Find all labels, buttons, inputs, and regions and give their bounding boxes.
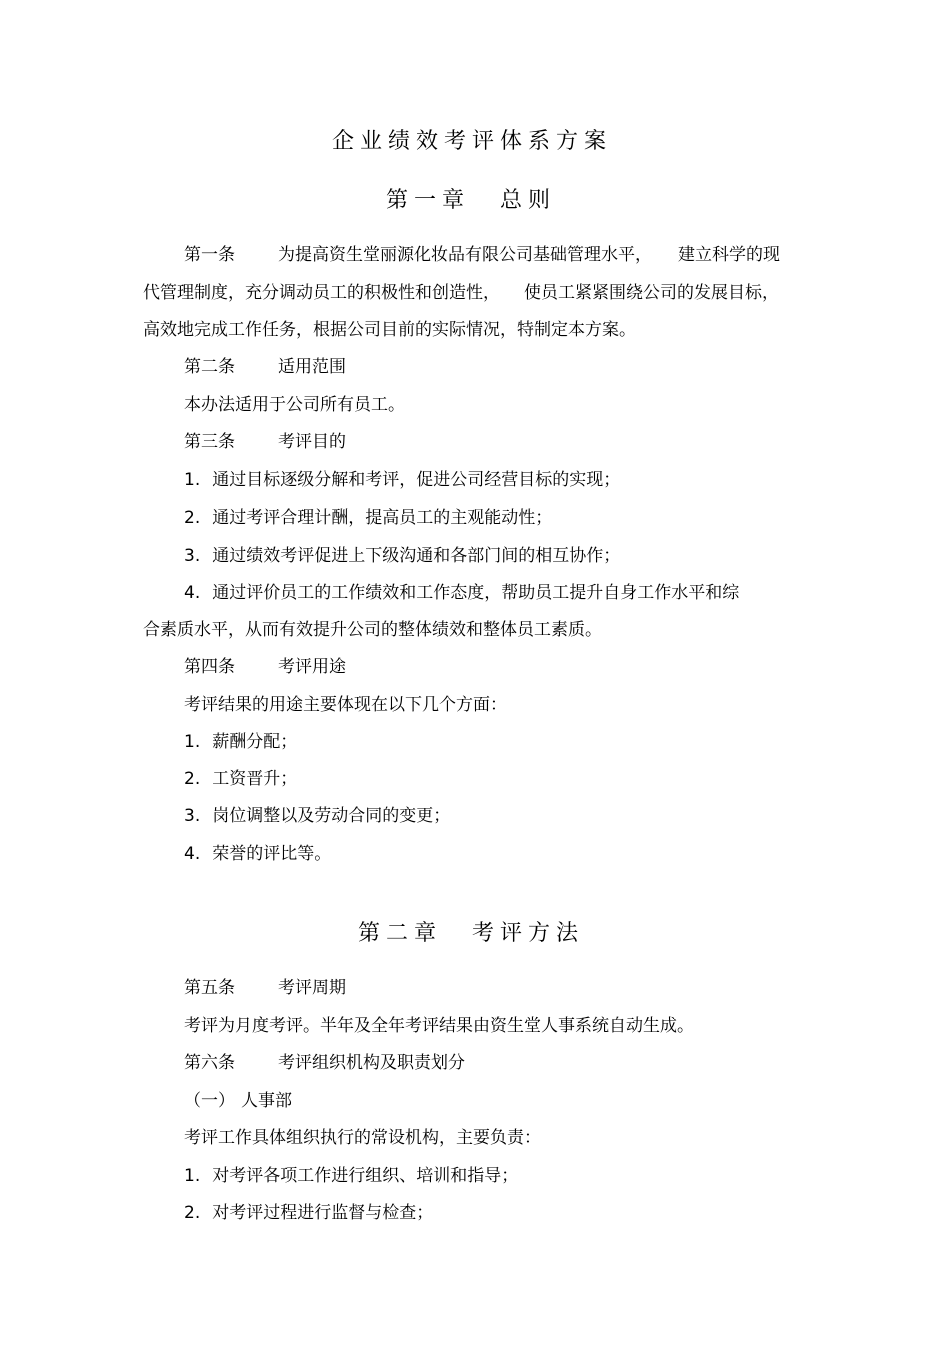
list-item-number: 4. xyxy=(184,583,201,603)
section-name: 人事部 xyxy=(241,1091,292,1111)
list-item-number: 3. xyxy=(184,806,201,826)
chapter-1-heading xyxy=(386,188,556,214)
list-item-number: 2. xyxy=(184,769,201,789)
article-6-label: 第六条 xyxy=(184,1053,235,1073)
list-item xyxy=(184,769,297,789)
list-item-text: 工资晋升； xyxy=(212,769,298,789)
list-item-text: 薪酬分配； xyxy=(212,732,298,752)
list-item xyxy=(184,583,739,603)
list-item-text: 通过考评合理计酬，提高员工的主观能动性； xyxy=(212,508,553,528)
article-1-text: 建立科学的现 xyxy=(678,245,780,265)
list-item-number: 4. xyxy=(184,844,201,864)
list-item xyxy=(184,732,297,752)
list-item-number: 2. xyxy=(184,1203,201,1223)
article-3-name: 考评目的 xyxy=(278,432,346,452)
article-1-text: 代管理制度，充分调动员工的积极性和创造性， xyxy=(143,283,500,303)
article-5-body: 考评为月度考评。半年及全年考评结果由资生堂人事系统自动生成。 xyxy=(184,1016,694,1036)
article-4-intro: 考评结果的用途主要体现在以下几个方面： xyxy=(184,695,507,715)
section-intro: 考评工作具体组织执行的常设机构，主要负责： xyxy=(184,1128,541,1148)
article-2-heading xyxy=(184,357,346,377)
article-3-label: 第三条 xyxy=(184,432,235,452)
list-item-text: 荣誉的评比等。 xyxy=(212,844,332,864)
article-6-heading xyxy=(184,1053,465,1073)
article-5-heading xyxy=(184,978,346,998)
article-1-line-2 xyxy=(143,283,779,303)
chapter-2-heading xyxy=(358,921,584,947)
article-2-body: 本办法适用于公司所有员工。 xyxy=(184,395,405,415)
list-item-number: 1. xyxy=(184,1166,201,1186)
list-item-number: 1. xyxy=(184,470,201,490)
list-item xyxy=(184,806,450,826)
list-item-text: 通过评价员工的工作绩效和工作态度，帮助员工提升自身工作水平和综 xyxy=(212,583,740,603)
list-item xyxy=(184,1203,433,1223)
article-1-line-1 xyxy=(184,245,780,265)
section-heading xyxy=(184,1091,292,1111)
list-item xyxy=(184,546,620,566)
list-item-number: 3. xyxy=(184,546,201,566)
list-item-text: 对考评过程进行监督与检查； xyxy=(212,1203,434,1223)
article-5-label: 第五条 xyxy=(184,978,235,998)
article-5-name: 考评周期 xyxy=(278,978,346,998)
article-2-name: 适用范围 xyxy=(278,357,346,377)
article-1-text: 为提高资生堂丽源化妆品有限公司基础管理水平， xyxy=(278,245,652,265)
article-4-heading xyxy=(184,657,346,677)
list-item-number: 1. xyxy=(184,732,201,752)
list-item-text: 通过绩效考评促进上下级沟通和各部门间的相互协作； xyxy=(212,546,621,566)
article-4-name: 考评用途 xyxy=(278,657,346,677)
list-item xyxy=(184,508,552,528)
chapter-2-name: 考评方法 xyxy=(472,921,585,946)
article-6-name: 考评组织机构及职责划分 xyxy=(278,1053,465,1073)
article-1-line-3: 高效地完成工作任务，根据公司目前的实际情况，特制定本方案。 xyxy=(143,320,636,340)
list-item xyxy=(184,844,331,864)
list-item-text: 通过目标逐级分解和考评，促进公司经营目标的实现； xyxy=(212,470,621,490)
list-item-continuation: 合素质水平，从而有效提升公司的整体绩效和整体员工素质。 xyxy=(143,620,602,640)
list-item-text: 岗位调整以及劳动合同的变更； xyxy=(212,806,451,826)
list-item-number: 2. xyxy=(184,508,201,528)
list-item xyxy=(184,470,620,490)
section-number: （一） xyxy=(184,1091,235,1111)
document-title: 企业绩效考评体系方案 xyxy=(332,129,613,154)
article-3-heading xyxy=(184,432,346,452)
article-2-label: 第二条 xyxy=(184,357,235,377)
chapter-1-label: 第一章 xyxy=(386,188,471,213)
article-1-text: 使员工紧紧围绕公司的发展目标， xyxy=(524,283,779,303)
list-item-text: 对考评各项工作进行组织、培训和指导； xyxy=(212,1166,519,1186)
chapter-2-label: 第二章 xyxy=(358,921,443,946)
article-4-label: 第四条 xyxy=(184,657,235,677)
list-item xyxy=(184,1166,518,1186)
article-1-label: 第一条 xyxy=(184,245,235,265)
chapter-1-name: 总则 xyxy=(500,188,557,213)
